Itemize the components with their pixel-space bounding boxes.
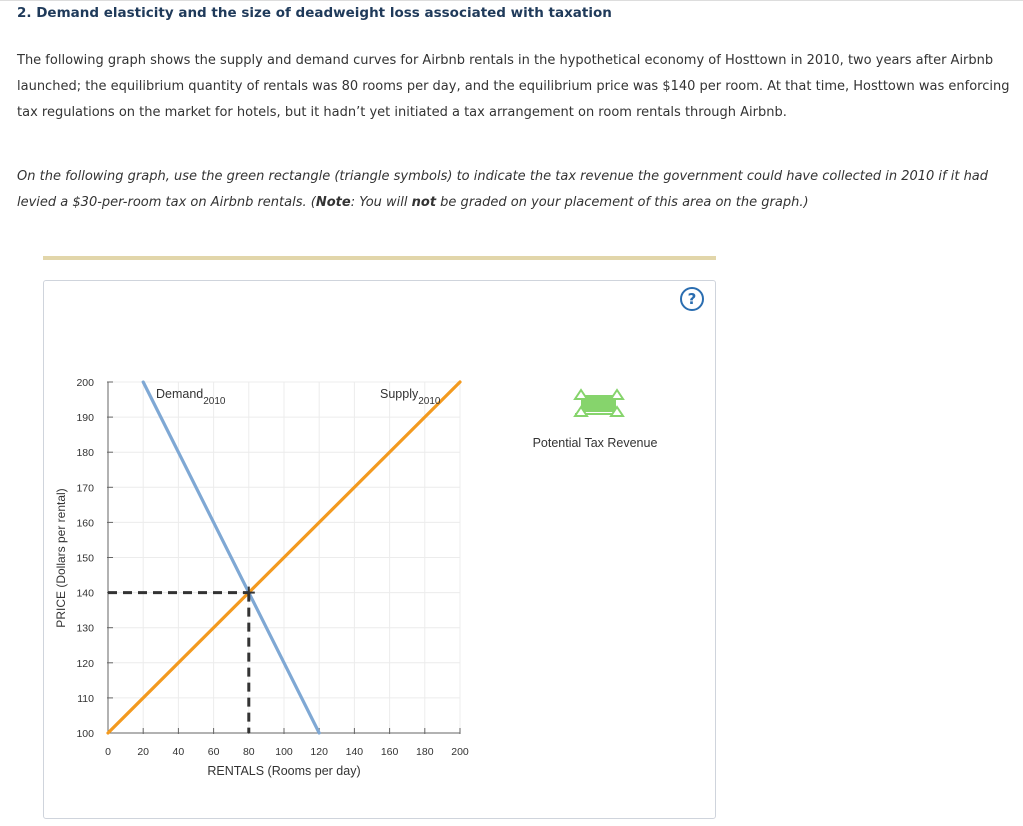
instruction-part3: be graded on your placement of this area on the graph.) bbox=[436, 195, 809, 210]
tool-triangle-top-left[interactable] bbox=[575, 390, 587, 399]
x-tick-label: 100 bbox=[275, 746, 293, 758]
series-labels bbox=[156, 387, 441, 407]
x-tick-label: 180 bbox=[416, 746, 434, 758]
y-tick-label: 120 bbox=[76, 657, 94, 670]
y-axis-title: PRICE (Dollars per rental) bbox=[54, 488, 68, 628]
y-tick-labels bbox=[76, 377, 94, 740]
tool-label: Potential Tax Revenue bbox=[532, 436, 658, 450]
instruction-part1: On the following graph, use the green rectangle (triangle symbols) to indicate the tax revenue the government could have collected in 2010 if it had levied a $30-per-room tax on Airbnb rentals. ( bbox=[17, 169, 989, 210]
x-tick-label: 0 bbox=[105, 746, 111, 758]
note-label: Note bbox=[315, 195, 351, 210]
y-tick-label: 100 bbox=[76, 728, 94, 740]
y-tick-label: 170 bbox=[76, 482, 94, 495]
x-tick-label: 20 bbox=[137, 746, 150, 758]
y-tick-label: 130 bbox=[76, 622, 94, 635]
not-word: not bbox=[411, 195, 437, 210]
x-tick-label: 140 bbox=[345, 746, 364, 758]
x-tick-label: 120 bbox=[310, 746, 328, 758]
x-tick-label: 40 bbox=[172, 746, 185, 758]
demand-label-sub: 2010 bbox=[203, 396, 226, 407]
demand-label bbox=[156, 387, 226, 407]
x-tick-label: 60 bbox=[207, 746, 220, 758]
x-tick-labels bbox=[105, 746, 469, 758]
tool-triangle-top-right[interactable] bbox=[611, 390, 623, 399]
x-tick-label: 80 bbox=[242, 746, 255, 758]
question-heading: 2. Demand elasticity and the size of deadweight loss associated with taxation bbox=[17, 5, 612, 21]
supply-label-sub: 2010 bbox=[418, 396, 441, 407]
x-axis-title: RENTALS (Rooms per day) bbox=[207, 764, 361, 778]
x-tick-label: 160 bbox=[380, 746, 399, 758]
y-tick-label: 200 bbox=[76, 377, 94, 389]
instruction-part2: : You will bbox=[350, 195, 412, 210]
question-paragraph: The following graph shows the supply and demand curves for Airbnb rentals in the hypothetical economy of Hosttown in 2010, two years after Airbnb launched; the equilibrium quantity of rentals was 80 rooms per day, and the equilibrium price was $140 per room. At that time, Hosttown was enforcing tax regulations on the market for hotels, but it hadn’t yet initiated a tax arrangement on room rentals through Airbnb. bbox=[17, 53, 1010, 120]
y-tick-label: 110 bbox=[77, 692, 94, 705]
y-tick-label: 150 bbox=[76, 552, 94, 565]
x-tick-label: 200 bbox=[451, 746, 469, 758]
y-tick-label: 180 bbox=[76, 447, 94, 460]
help-icon[interactable]: ? bbox=[680, 287, 704, 311]
y-tick-label: 190 bbox=[76, 412, 94, 425]
y-tick-label: 160 bbox=[76, 517, 94, 530]
supply-label-name: Supply bbox=[380, 387, 419, 401]
demand-label-name: Demand bbox=[156, 387, 204, 401]
potential-tax-revenue-tool[interactable] bbox=[533, 390, 658, 450]
y-tick-label: 140 bbox=[76, 587, 94, 600]
